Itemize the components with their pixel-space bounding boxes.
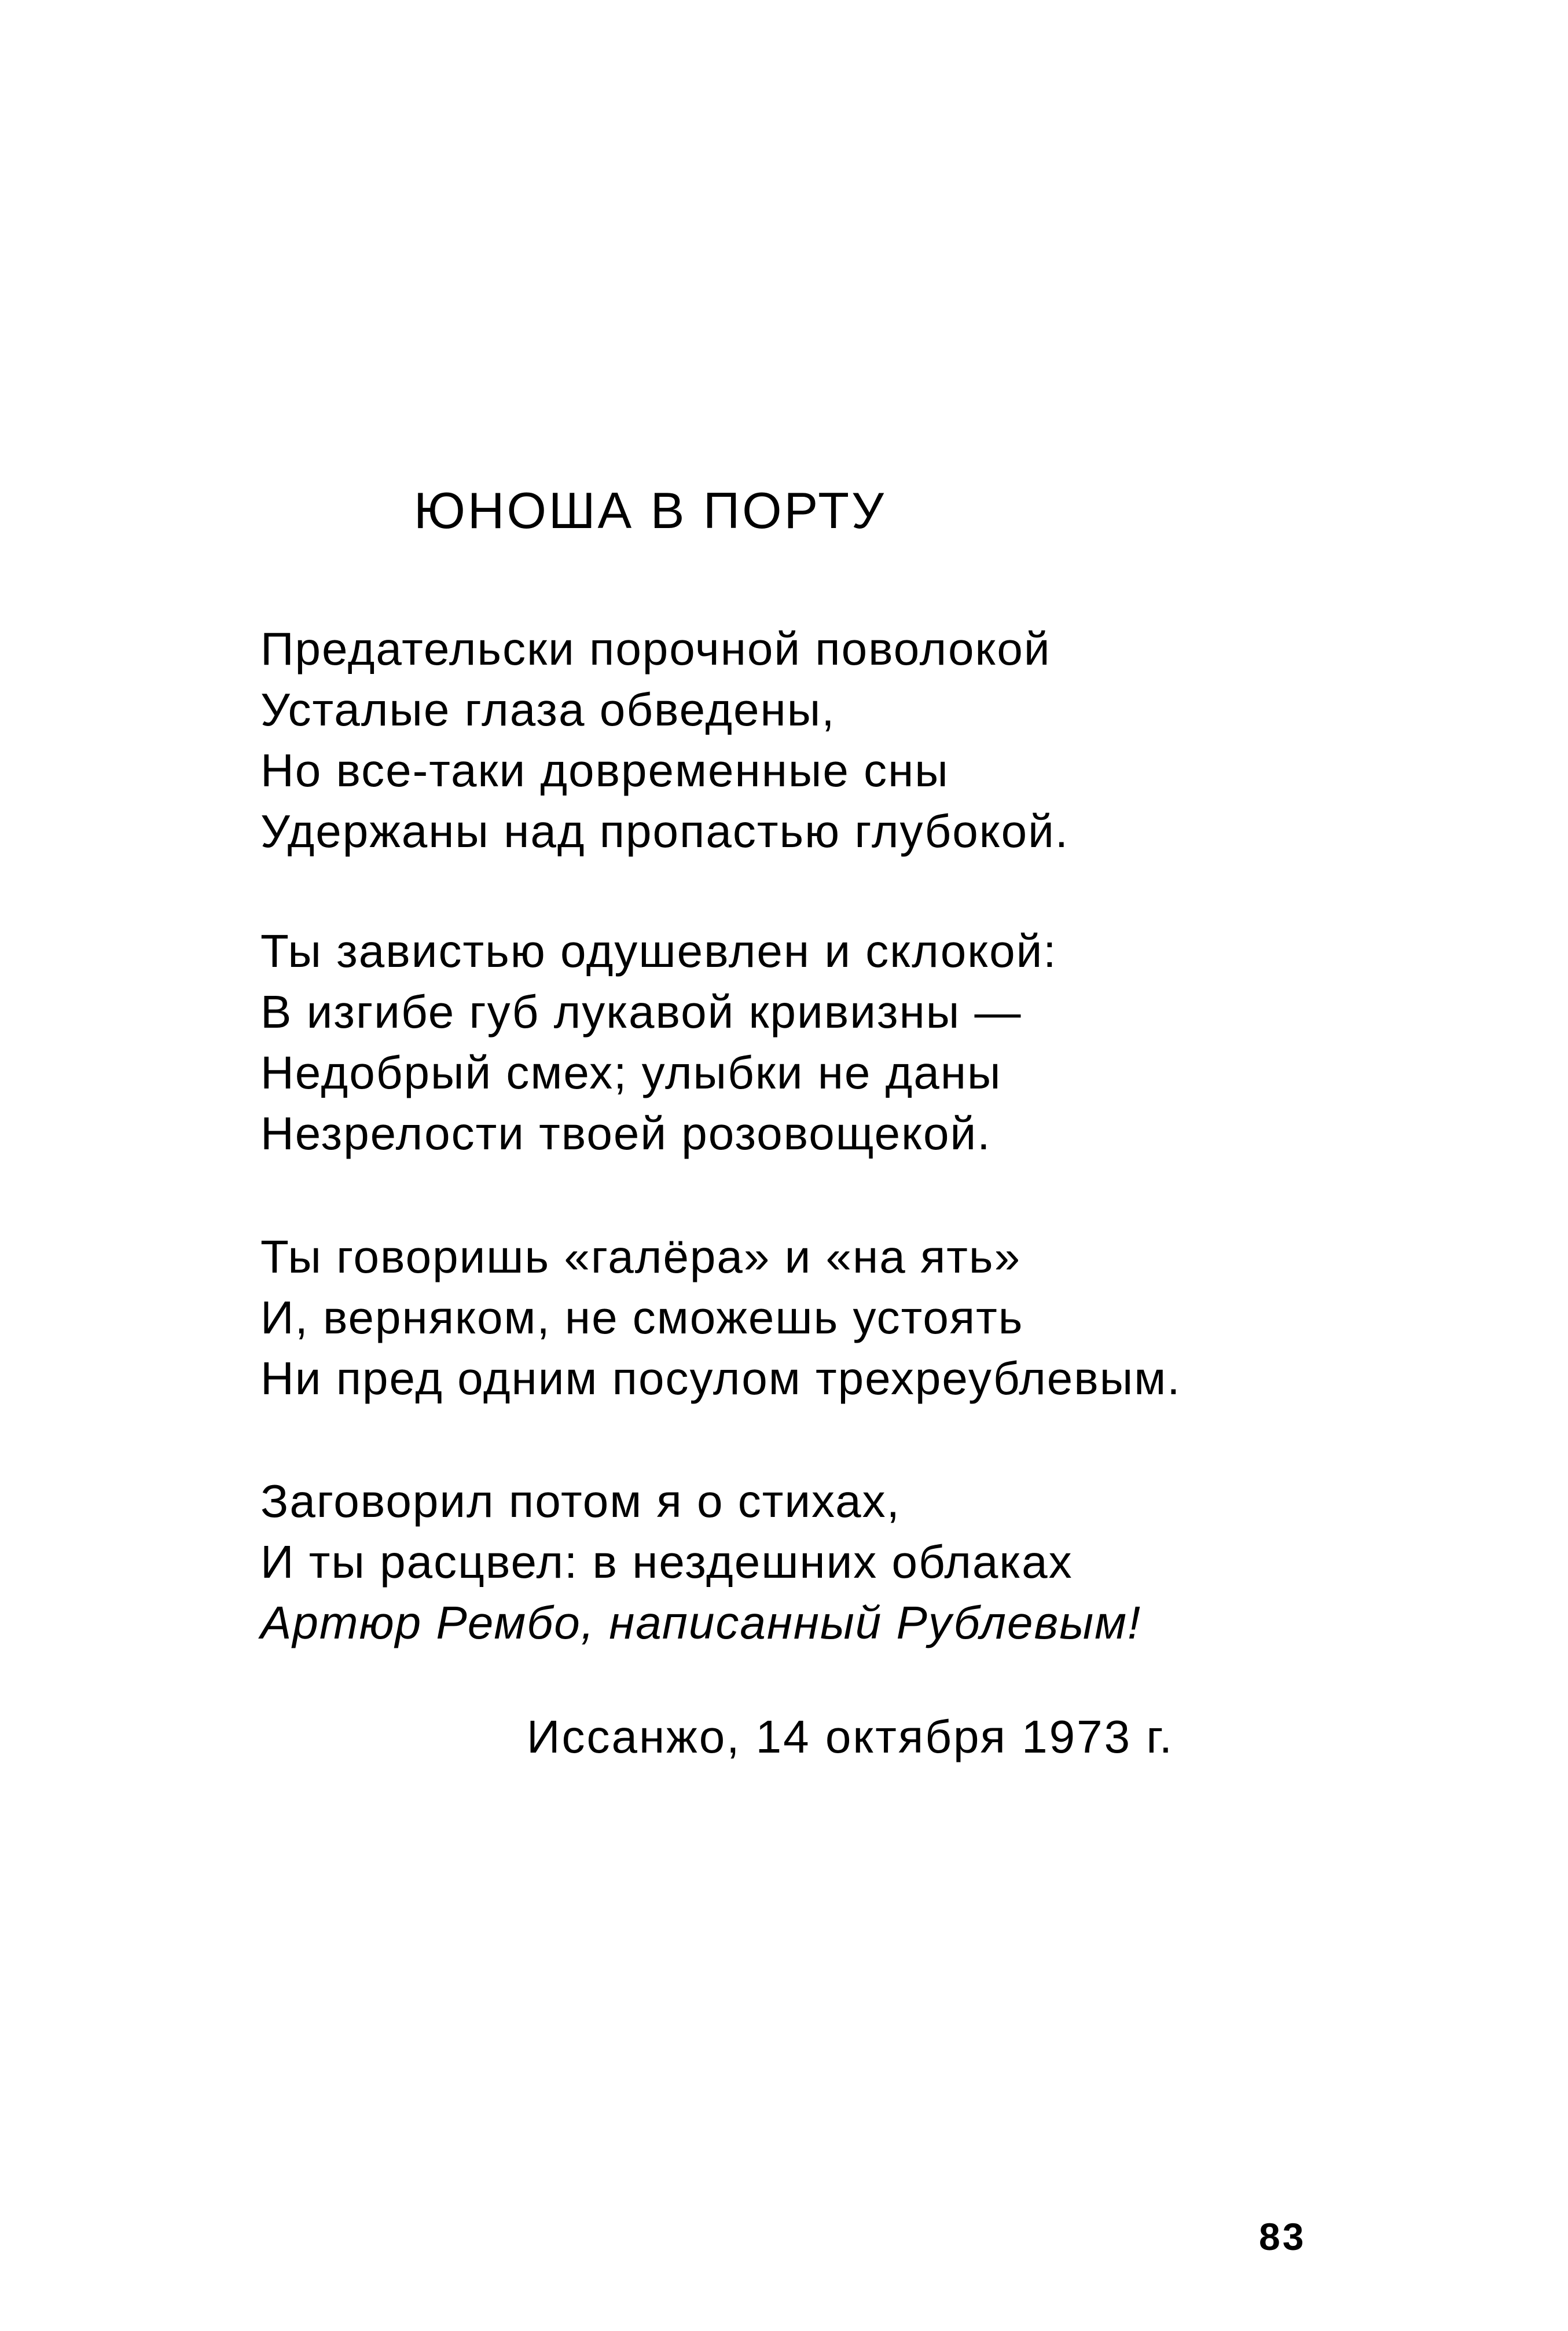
poem-line: Недобрый смех; улыбки не даны — [260, 1047, 1002, 1098]
poem-date-place: Иссанжо, 14 октября 1973 г. — [527, 1711, 1174, 1762]
poem-line: И ты расцвел: в нездешних облаках — [260, 1536, 1073, 1588]
poem-line: Удержаны над пропастью глубокой. — [260, 805, 1070, 857]
poem-line: Но все-таки довременные сны — [260, 745, 949, 796]
poem-line: И, верняком, не сможешь устоять — [260, 1292, 1024, 1343]
poem-line-italic: Артюр Рембо, написанный Рублевым! — [260, 1597, 1142, 1648]
poem-title: ЮНОША В ПОРТУ — [414, 482, 886, 539]
poem-line: Заговорил потом я о стихах, — [260, 1475, 901, 1527]
poem-line: Усталые глаза обведены, — [260, 684, 836, 735]
poem-line: Незрелости твоей розовощекой. — [260, 1108, 992, 1159]
stanza-3 — [260, 1226, 1181, 1409]
poem-line: Предательски порочной поволокой — [260, 623, 1051, 675]
poem-line: Ты говоришь «галёра» и «на ять» — [260, 1231, 1022, 1282]
page-number: 83 — [1259, 2215, 1306, 2258]
poem-line: Ты завистью одушевлен и склокой: — [260, 925, 1057, 977]
stanza-2 — [260, 921, 1057, 1164]
stanza-4 — [260, 1471, 1141, 1653]
poem-line: Ни пред одним посулом трехреублевым. — [260, 1353, 1181, 1404]
stanza-1 — [260, 618, 1069, 862]
poem-line: В изгибе губ лукавой кривизны — — [260, 986, 1022, 1038]
